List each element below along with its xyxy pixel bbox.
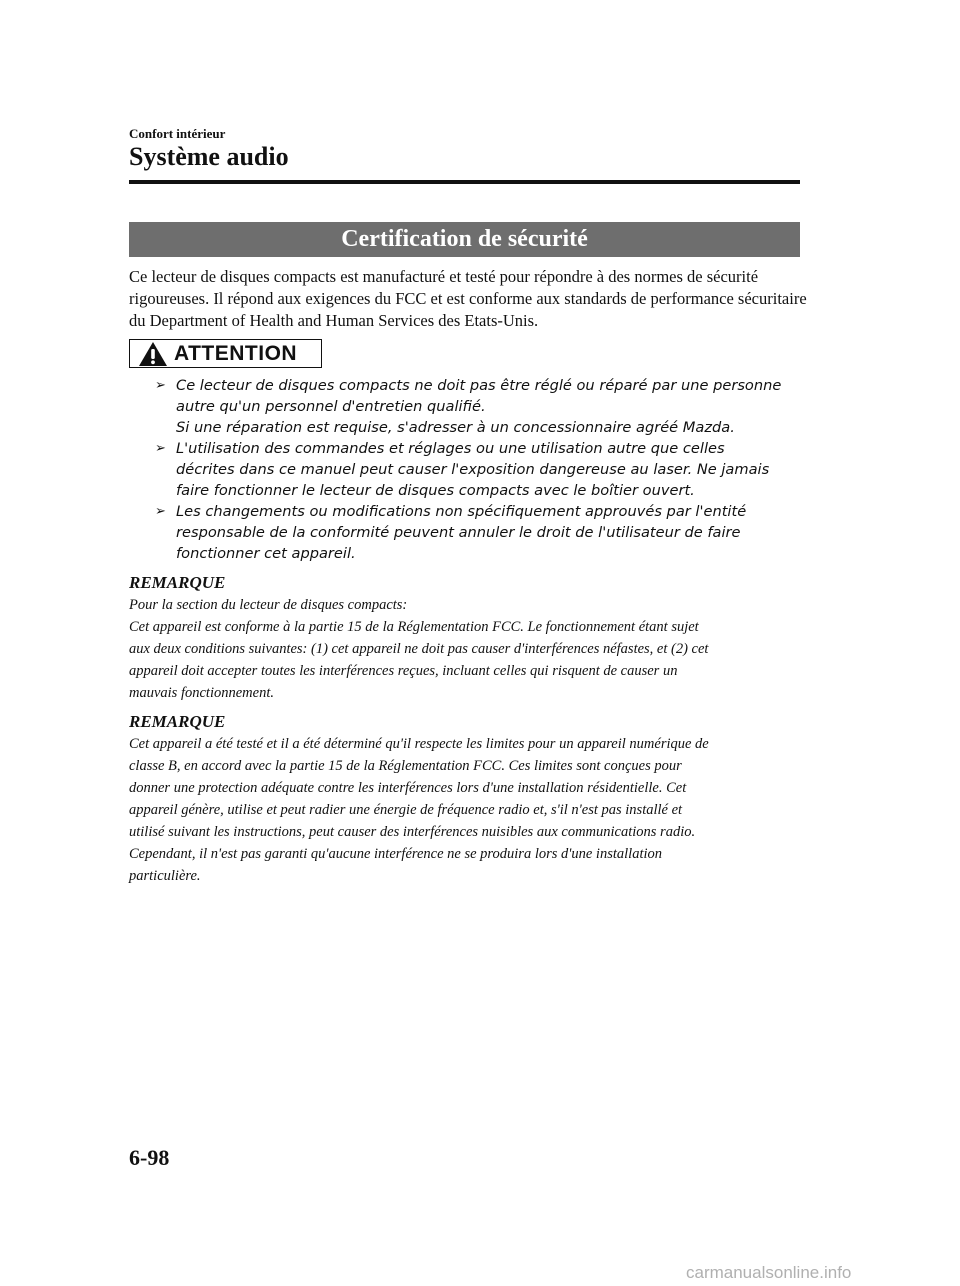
note-line: appareil doit accepter toutes les interférences reçues, incluant celles qui risquent de causer un	[129, 663, 678, 679]
arrow-bullet-icon: ➢	[155, 441, 166, 456]
header-divider	[129, 180, 800, 184]
note-line: aux deux conditions suivantes: (1) cet appareil ne doit pas causer d'interférences néfastes, et (2) cet	[129, 641, 709, 657]
note-title: REMARQUE	[129, 573, 226, 592]
attention-line: Ce lecteur de disques compacts ne doit pas être réglé ou réparé par une personne	[176, 377, 782, 394]
note-line: Cet appareil a été testé et il a été déterminé qu'il respecte les limites pour un appareil numérique de	[129, 736, 709, 752]
intro-paragraph: Ce lecteur de disques compacts est manufacturé et testé pour répondre à des normes de sécurité rigoureuses. Il répond aux exigences du FCC et est conforme aux standards de performance sécuritaire du Department of Health and Human Services des Etats-Unis.	[129, 267, 807, 330]
attention-banner	[129, 339, 322, 368]
note-title: REMARQUE	[129, 712, 226, 731]
attention-line: Si une réparation est requise, s'adresser à un concessionnaire agréé Mazda.	[176, 419, 735, 436]
attention-line: faire fonctionner le lecteur de disques compacts avec le boîtier ouvert.	[176, 482, 695, 499]
warning-triangle-icon	[138, 341, 168, 367]
section-title: Certification de sécurité	[129, 222, 800, 257]
attention-label: ATTENTION	[174, 341, 298, 365]
note-line: classe B, en accord avec la partie 15 de la Réglementation FCC. Ces limites sont conçues pour	[129, 758, 682, 774]
attention-line: responsable de la conformité peuvent annuler le droit de l'utilisateur de faire	[176, 524, 741, 541]
breadcrumb: Confort intérieur	[129, 126, 226, 141]
note-line: donner une protection adéquate contre les interférences lors d'une installation résidentielle. Cet	[129, 780, 687, 796]
note-line: Cependant, il n'est pas garanti qu'aucune interférence ne se produira lors d'une installation	[129, 846, 662, 862]
note-line: Pour la section du lecteur de disques compacts:	[129, 597, 408, 613]
attention-line: fonctionner cet appareil.	[176, 545, 356, 562]
note-block	[129, 572, 809, 704]
attention-line: autre qu'un personnel d'entretien qualifié.	[176, 398, 486, 415]
attention-item	[155, 375, 815, 438]
page-number: 6-98	[129, 1145, 170, 1170]
watermark: carmanualsonline.info	[686, 1263, 852, 1282]
note-line: utilisé suivant les instructions, peut causer des interférences nuisibles aux communications radio.	[129, 824, 696, 840]
attention-line: décrites dans ce manuel peut causer l'exposition dangereuse au laser. Ne jamais	[176, 461, 770, 478]
note-line: Cet appareil est conforme à la partie 15 de la Réglementation FCC. Le fonctionnement étant sujet	[129, 619, 699, 635]
arrow-bullet-icon: ➢	[155, 504, 166, 519]
attention-item	[155, 438, 815, 501]
note-line: mauvais fonctionnement.	[129, 685, 274, 701]
attention-line: L'utilisation des commandes et réglages ou une utilisation autre que celles	[176, 440, 725, 457]
note-line: particulière.	[129, 868, 201, 884]
chapter-title: Système audio	[129, 142, 289, 171]
attention-line: Les changements ou modifications non spécifiquement approuvés par l'entité	[176, 503, 747, 520]
note-block	[129, 711, 809, 887]
note-line: appareil génère, utilise et peut radier une énergie de fréquence radio et, s'il n'est pas installé et	[129, 802, 683, 818]
arrow-bullet-icon: ➢	[155, 378, 166, 393]
attention-list	[155, 375, 815, 564]
attention-item	[155, 501, 815, 564]
